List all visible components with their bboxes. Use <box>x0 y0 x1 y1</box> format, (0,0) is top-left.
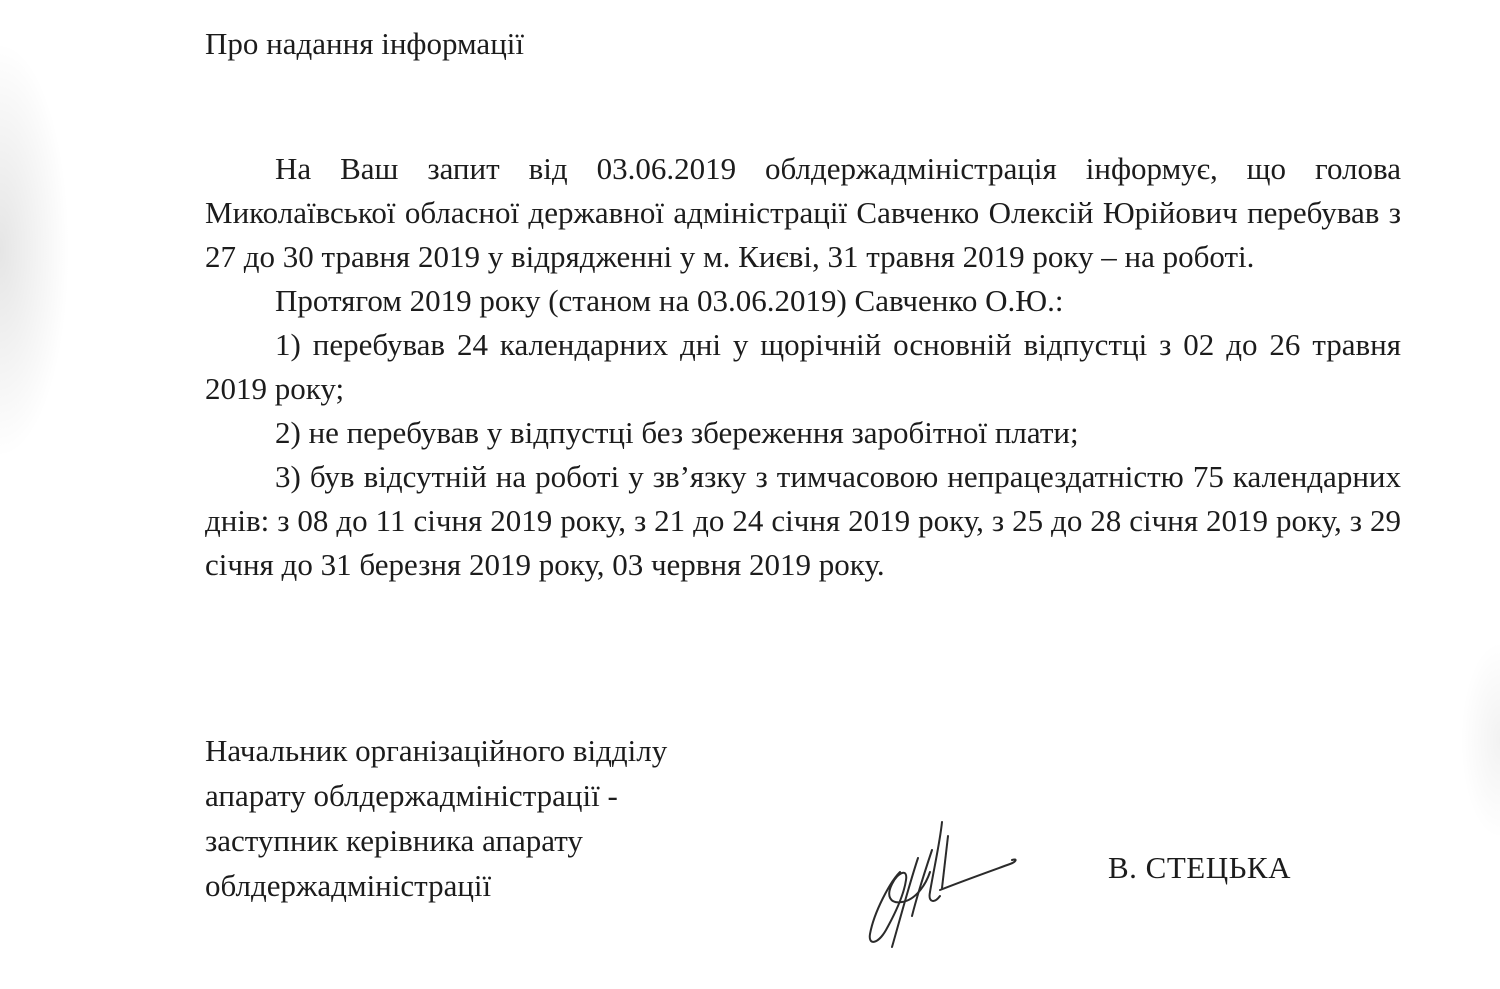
paragraph-item-1: 1) перебував 24 календарних дні у щорічній основній відпустці з 02 до 26 травня 2019 року; <box>205 327 1401 406</box>
signer-name: В. СТЕЦЬКА <box>1108 850 1291 885</box>
letter-subject: Про надання інформації <box>205 26 525 61</box>
position-line: облдержадміністрації <box>205 868 492 903</box>
handwritten-signature <box>860 812 1030 952</box>
paragraph-item-3: 3) був відсутній на роботі у зв’язку з тимчасовою непрацездатністю 75 календарних днів: з 08 до 11 січня 2019 року, з 21 до 24 січня 2019 року, з 25 до 28 січня 2019 року, з 29 січня до 31 березня 2019 року, 03 червня 2019 року. <box>205 459 1401 582</box>
position-line: Начальник організаційного відділу <box>205 733 668 768</box>
paragraph-item-2: 2) не перебував у відпустці без збереження заробітної плати; <box>275 415 1079 450</box>
paragraph-request-reply: На Ваш запит від 03.06.2019 облдержадміністрація інформує, що голова Миколаївської обласної державної адміністрації Савченко Олексій Юрійович перебував з 27 до 30 травня 2019 у відрядженні у м. Києві, 31 травня 2019 року – на роботі. <box>205 151 1401 274</box>
position-line: апарату облдержадміністрації - <box>205 778 618 813</box>
letter-body <box>205 147 1401 587</box>
scan-shadow-right <box>1460 640 1500 840</box>
paragraph-year-summary: Протягом 2019 року (станом на 03.06.2019) Савченко О.Ю.: <box>275 283 1064 318</box>
scan-shadow-left <box>0 40 70 460</box>
position-line: заступник керівника апарату <box>205 823 583 858</box>
signatory-position <box>205 728 667 908</box>
